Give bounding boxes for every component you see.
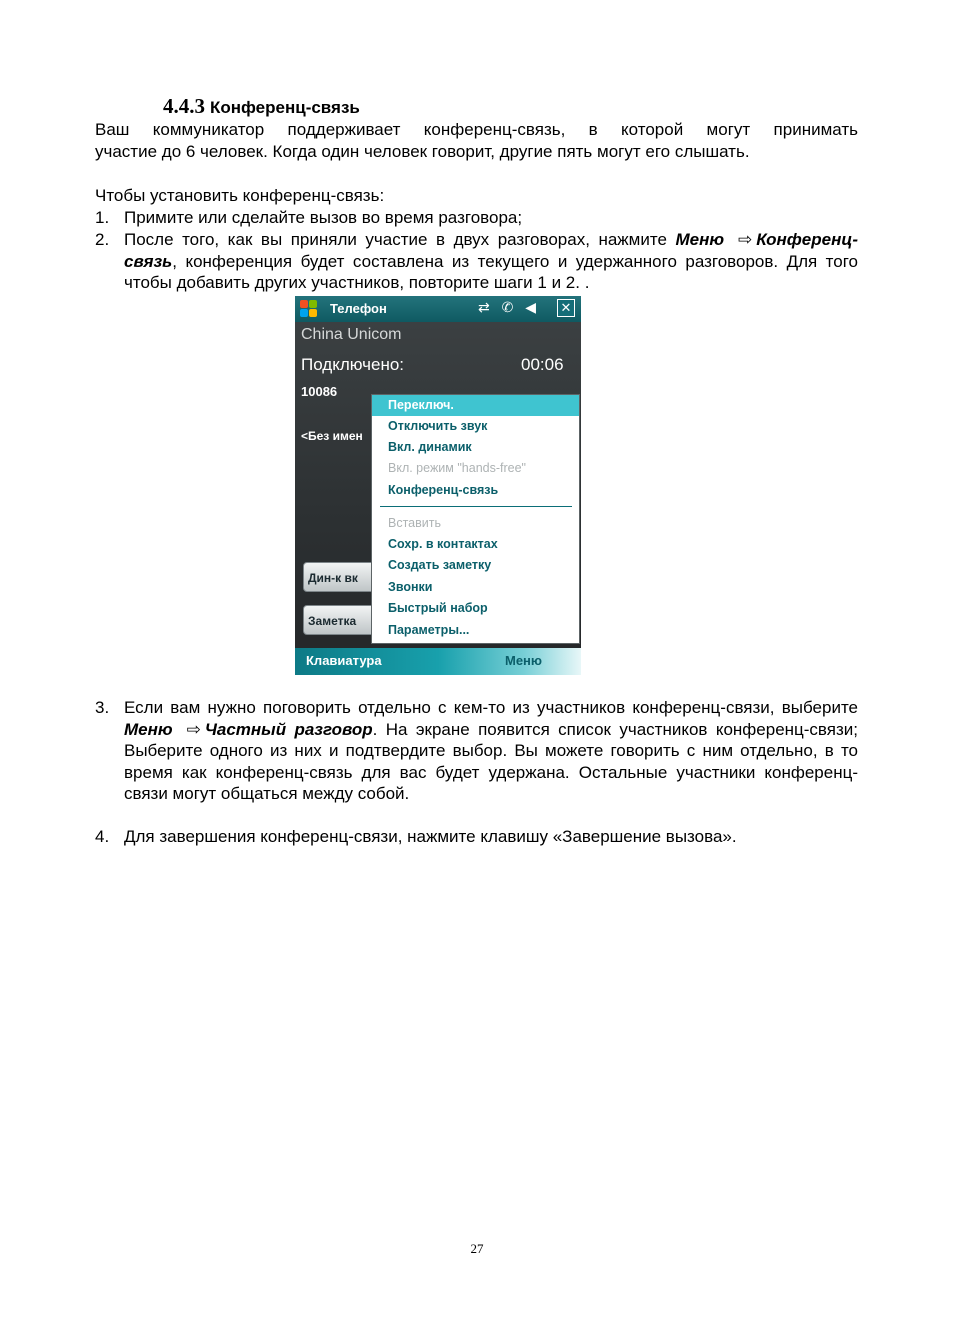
menu-item-options[interactable]: Параметры... bbox=[388, 623, 470, 637]
softkey-keyboard[interactable]: Клавиатура bbox=[306, 653, 382, 668]
step-number: 3. bbox=[95, 698, 110, 717]
step-2 bbox=[95, 229, 858, 294]
step-text: Примите или сделайте вызов во время разговора; bbox=[124, 208, 523, 227]
page-number: 27 bbox=[470, 1241, 484, 1256]
context-menu bbox=[371, 394, 580, 644]
contact-name: <Без имен bbox=[301, 429, 363, 443]
intro-paragraph bbox=[95, 119, 858, 162]
menu-item-create-note[interactable]: Создать заметку bbox=[388, 558, 492, 572]
menu-separator bbox=[380, 506, 572, 507]
menu-item-switch[interactable]: Переключ. bbox=[372, 395, 579, 416]
menu-item-paste: Вставить bbox=[388, 516, 441, 530]
step-1 bbox=[95, 207, 858, 229]
menu-item-handsfree: Вкл. режим "hands-free" bbox=[388, 461, 526, 475]
menu-item-mute[interactable]: Отключить звук bbox=[388, 419, 488, 433]
step-text bbox=[124, 229, 858, 294]
app-title: Телефон bbox=[330, 301, 387, 316]
step-text: Для завершения конференц-связи, нажмите клавишу «Завершение вызова». bbox=[124, 827, 737, 846]
menu-item-conference[interactable]: Конференц-связь bbox=[388, 483, 499, 497]
menu-item-save-contact[interactable]: Сохр. в контактах bbox=[388, 537, 498, 551]
arrow-icon: ⇨ bbox=[738, 230, 753, 249]
close-icon[interactable]: ✕ bbox=[557, 299, 575, 317]
call-timer: 00:06 bbox=[521, 355, 564, 374]
phone-screenshot bbox=[295, 296, 581, 675]
phone-number: 10086 bbox=[301, 384, 338, 399]
section-title: Конференц-связь bbox=[210, 98, 360, 117]
softkey-bar bbox=[295, 648, 581, 675]
softkey-menu[interactable]: Меню bbox=[505, 653, 543, 668]
windows-start-icon[interactable] bbox=[300, 300, 318, 318]
step-4 bbox=[95, 826, 858, 848]
menu-item-calls[interactable]: Звонки bbox=[388, 580, 433, 594]
menu-item-speaker[interactable]: Вкл. динамик bbox=[388, 440, 472, 454]
intro-line-2: участие до 6 человек. Когда один человек говорит, другие пять могут его слышать. bbox=[95, 141, 750, 161]
carrier-name: China Unicom bbox=[301, 326, 402, 343]
note-button[interactable]: Заметка bbox=[303, 605, 393, 635]
title-bar bbox=[295, 296, 581, 322]
menu-item-speed-dial[interactable]: Быстрый набор bbox=[388, 601, 488, 615]
intro-line-1: Ваш коммуникатор поддерживает конференц-связь, в которой могут принимать bbox=[95, 120, 858, 139]
step-text-post: . На экране появится список участников конференц-связи; Выберите одного из них и подтвердите выбор. Вы можете говорить с ним отдельно, в то время как конференц-связь для вас будет удержана. Остальные участники конференц-связи могут общаться между собой. bbox=[124, 719, 858, 803]
step-text-post: , конференция будет составлена из текущего и удержанного разговоров. Для того чтобы добавить других участников, повторите шаги 1 и 2. . bbox=[124, 251, 858, 292]
menu-ref: Меню bbox=[675, 230, 725, 249]
menu-ref: Меню bbox=[124, 719, 173, 739]
menu-item-ref: Частный разговор bbox=[204, 719, 373, 739]
setup-label: Чтобы установить конференц-связь: bbox=[95, 186, 385, 205]
step-3 bbox=[95, 697, 858, 805]
step-number: 4. bbox=[95, 827, 110, 846]
status-icons: ⇄ ✆ ◀ bbox=[478, 299, 541, 315]
arrow-icon: ⇨ bbox=[186, 719, 201, 739]
speaker-button[interactable]: Дин-к вк bbox=[303, 562, 393, 592]
step-text bbox=[124, 697, 858, 805]
section-heading bbox=[163, 94, 360, 120]
step-number: 1. bbox=[95, 208, 110, 227]
call-status: Подключено: bbox=[301, 355, 405, 374]
step-number: 2. bbox=[95, 230, 110, 249]
step-text-pre: Если вам нужно поговорить отдельно с кем-то из участников конференц-связи, выберите bbox=[124, 698, 858, 717]
menu-item-ref: Конференц-связь bbox=[124, 230, 858, 271]
step-text-pre: После того, как вы приняли участие в двух разговорах, нажмите bbox=[124, 230, 676, 249]
section-number: 4.4.3 bbox=[163, 94, 205, 118]
